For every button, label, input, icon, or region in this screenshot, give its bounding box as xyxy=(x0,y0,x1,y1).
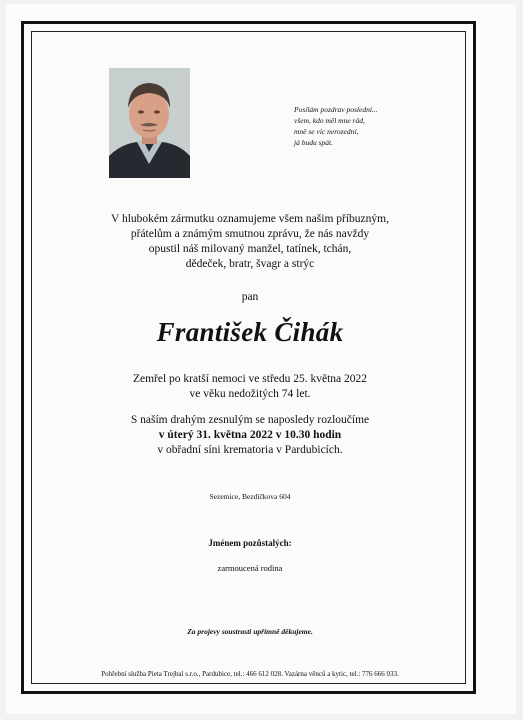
behalf-label: Jménem pozůstalých: xyxy=(208,538,292,548)
announcement-line: dědeček, bratr, švagr a strýc xyxy=(185,258,315,270)
family-signature: zarmoucená rodina xyxy=(217,563,283,573)
farewell-poem xyxy=(294,104,434,148)
announcement-line: V hlubokém zármutku oznamujeme všem našim příbuzným, xyxy=(111,213,389,225)
funeral-place: v obřadní síni krematoria v Pardubicích. xyxy=(157,444,343,456)
thanks-note: Za projevy soustrasti upřímně děkujeme. xyxy=(187,627,313,636)
poem-line: všem, kdo měl mne rád, xyxy=(294,116,365,125)
death-info xyxy=(40,372,460,402)
announcement-line: opustil náš milovaný manžel, tatínek, tchán, xyxy=(148,243,352,255)
poem-line: mně se víc nerozední, xyxy=(294,127,359,136)
funeral-datetime: v úterý 31. května 2022 v 10.30 hodin xyxy=(158,429,342,441)
announcement-text xyxy=(40,212,460,272)
family-address: Sezemice, Bezdíčkova 604 xyxy=(209,492,291,501)
poem-line: já budu spát. xyxy=(294,138,333,147)
funeral-intro: S naším drahým zesnulým se naposledy rozloučíme xyxy=(130,414,370,426)
death-info-line: ve věku nedožitých 74 let. xyxy=(189,388,311,400)
poem-line: Posílám pozdrav poslední... xyxy=(294,105,378,114)
death-info-line: Zemřel po kratší nemoci ve středu 25. května 2022 xyxy=(132,373,368,385)
funeral-info xyxy=(40,413,460,458)
title-word: pan xyxy=(241,291,259,303)
announcement-line: přátelům a známým smutnou zprávu, že nás navždy xyxy=(130,228,370,240)
deceased-name: František Čihák xyxy=(156,317,344,347)
funeral-service-footer: Pohřební služba Pieta Trejbal s.r.o., Pardubice, tel.: 466 612 028. Vazárna věnců a kytic, tel.: 776 666 033. xyxy=(101,670,399,678)
deceased-portrait-photo xyxy=(109,68,190,178)
